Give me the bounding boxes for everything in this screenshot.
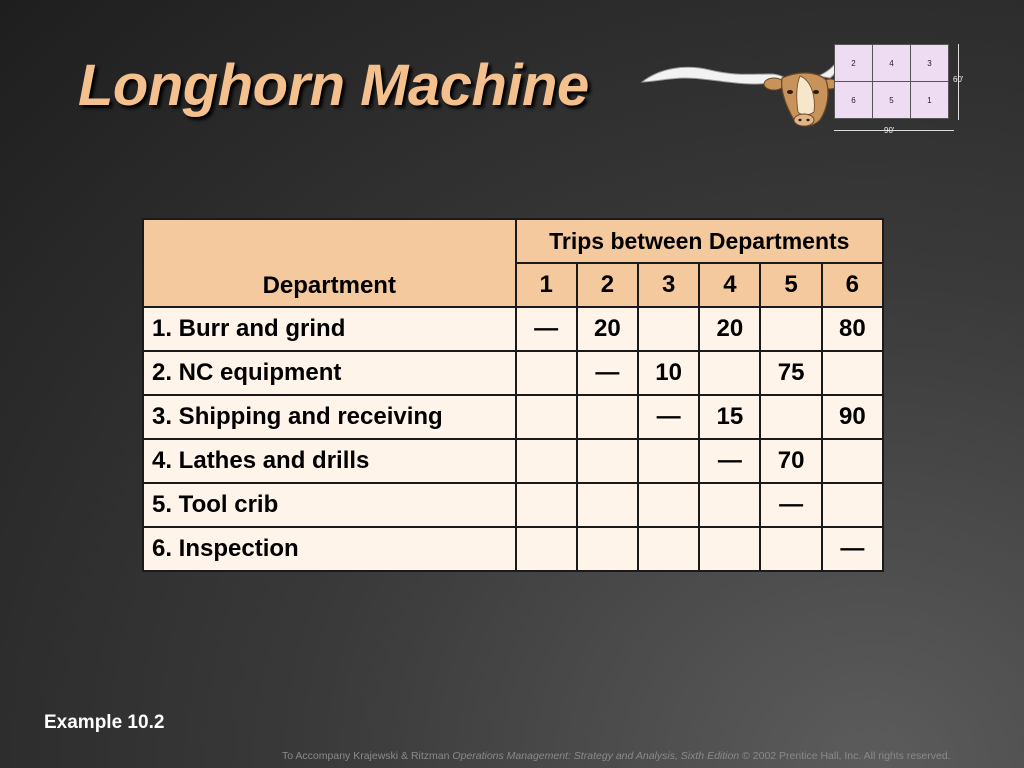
dept-number-header: 6 xyxy=(822,263,883,307)
dept-number-header: 2 xyxy=(577,263,638,307)
example-label: Example 10.2 xyxy=(44,712,165,733)
trips-table xyxy=(142,218,884,572)
height-label: 60' xyxy=(953,75,964,84)
footer-suffix: © 2002 Prentice Hall, Inc. All rights reserved. xyxy=(739,750,951,762)
trip-cell: 15 xyxy=(699,395,760,439)
layout-cell: 2 xyxy=(835,45,873,82)
trip-cell: — xyxy=(516,307,577,351)
table-row xyxy=(143,351,883,395)
layout-cell: 6 xyxy=(835,82,873,119)
dept-number-header: 5 xyxy=(760,263,821,307)
trip-cell xyxy=(577,395,638,439)
layout-cell: 5 xyxy=(873,82,911,119)
copyright-footer xyxy=(282,750,951,762)
trip-cell xyxy=(516,439,577,483)
row-label: 4. Lathes and drills xyxy=(143,439,516,483)
trip-cell xyxy=(577,527,638,571)
dept-number-header: 3 xyxy=(638,263,699,307)
trip-cell xyxy=(516,351,577,395)
trip-cell xyxy=(577,483,638,527)
trip-cell: 20 xyxy=(577,307,638,351)
trip-cell xyxy=(638,307,699,351)
footer-prefix: To Accompany Krajewski & Ritzman xyxy=(282,750,453,762)
trip-cell xyxy=(638,483,699,527)
layout-grid xyxy=(834,44,949,119)
trip-cell xyxy=(699,483,760,527)
trip-cell xyxy=(822,351,883,395)
trip-cell: 70 xyxy=(760,439,821,483)
table-row xyxy=(143,527,883,571)
trip-cell: — xyxy=(699,439,760,483)
table-row xyxy=(143,439,883,483)
trip-cell xyxy=(760,527,821,571)
layout-cell: 4 xyxy=(873,45,911,82)
longhorn-steer-icon xyxy=(640,60,840,130)
footer-book-title: Operations Management: Strategy and Analysis, Sixth Edition xyxy=(452,750,740,762)
department-layout-figure xyxy=(834,44,970,138)
layout-cell: 1 xyxy=(911,82,949,119)
row-label: 2. NC equipment xyxy=(143,351,516,395)
trip-cell xyxy=(516,483,577,527)
trip-cell: 75 xyxy=(760,351,821,395)
row-label: 6. Inspection xyxy=(143,527,516,571)
trip-cell xyxy=(699,527,760,571)
row-label: 5. Tool crib xyxy=(143,483,516,527)
trip-cell xyxy=(516,395,577,439)
dept-number-header: 1 xyxy=(516,263,577,307)
slide-title: Longhorn Machine xyxy=(78,53,589,118)
table-row xyxy=(143,483,883,527)
table-row xyxy=(143,395,883,439)
trip-cell xyxy=(638,439,699,483)
table-row xyxy=(143,307,883,351)
trip-cell xyxy=(638,527,699,571)
department-header: Department xyxy=(143,219,516,307)
trip-cell: 10 xyxy=(638,351,699,395)
trip-cell: 90 xyxy=(822,395,883,439)
width-label: 90' xyxy=(884,126,895,135)
trip-cell: 20 xyxy=(699,307,760,351)
dept-number-header: 4 xyxy=(699,263,760,307)
layout-cell: 3 xyxy=(911,45,949,82)
row-label: 3. Shipping and receiving xyxy=(143,395,516,439)
trip-cell xyxy=(822,483,883,527)
trip-cell: 80 xyxy=(822,307,883,351)
trip-cell xyxy=(516,527,577,571)
trip-cell: — xyxy=(638,395,699,439)
trip-cell xyxy=(822,439,883,483)
trip-cell: — xyxy=(822,527,883,571)
trip-cell: — xyxy=(577,351,638,395)
trip-cell xyxy=(760,307,821,351)
trip-cell xyxy=(760,395,821,439)
trip-cell xyxy=(577,439,638,483)
trip-cell: — xyxy=(760,483,821,527)
row-label: 1. Burr and grind xyxy=(143,307,516,351)
trip-cell xyxy=(699,351,760,395)
trips-group-header: Trips between Departments xyxy=(516,219,883,263)
